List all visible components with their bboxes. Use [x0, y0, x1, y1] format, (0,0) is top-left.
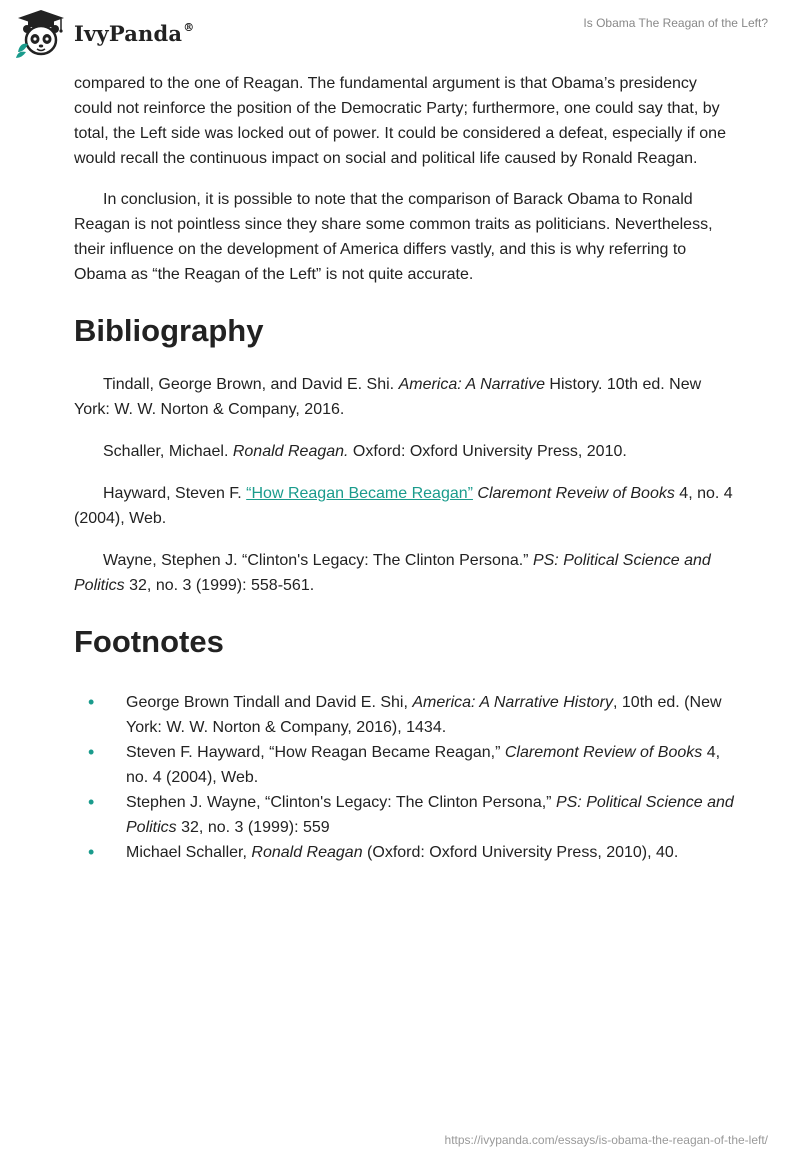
bullet-icon: •: [88, 692, 95, 712]
body-paragraph-1: compared to the one of Reagan. The fundamental argument is that Obama’s presidency could not reinforce the position of the Democratic Party; furthermore, one could say that, by total, the Left side was locked out of power. It could be considered a defeat, especially if one would recall the continuous impact on social and political life caused by Ronald Reagan.: [74, 75, 726, 167]
footnotes-list: [74, 690, 734, 865]
footnote-item: • Michael Schaller, Ronald Reagan (Oxford: Oxford University Press, 2010), 40.: [74, 840, 734, 865]
bibliography-entry: Tindall, George Brown, and David E. Shi. America: A Narrative History. 10th ed. New York: W. W. Norton & Company, 2016.: [74, 376, 702, 418]
bullet-icon: •: [88, 742, 95, 762]
footnote-item: • Steven F. Hayward, “How Reagan Became Reagan,” Claremont Review of Books 4, no. 4 (2004), Web.: [88, 742, 721, 786]
bibliography-entry: Hayward, Steven F. “How Reagan Became Reagan” Claremont Reveiw of Books 4, no. 4 (2004), Web.: [74, 485, 733, 527]
bullet-icon: •: [88, 792, 95, 812]
logo-wordmark: IvyPanda®: [74, 20, 195, 46]
bibliography-entry: Schaller, Michael. Ronald Reagan. Oxford: Oxford University Press, 2010.: [103, 443, 627, 460]
panda-graduate-icon: [14, 8, 68, 58]
bibliography-heading: Bibliography: [74, 313, 264, 348]
bibliography-entry: Wayne, Stephen J. “Clinton's Legacy: The Clinton Persona.” PS: Political Science and Politics 32, no. 3 (1999): 558-561.: [74, 552, 711, 594]
page-url: https://ivypanda.com/essays/is-obama-the-reagan-of-the-left/: [444, 1133, 768, 1147]
body-paragraph-conclusion: In conclusion, it is possible to note that the comparison of Barack Obama to Ronald Reagan is not pointless since they share some common traits as politicians. Nevertheless, their influence on the development of America differs vastly, and this is why referring to Obama as “the Reagan of the Left” is not quite accurate.: [74, 191, 713, 283]
essay-content: [74, 71, 734, 865]
document-title: Is Obama The Reagan of the Left?: [583, 16, 768, 30]
ivypanda-logo[interactable]: [14, 8, 194, 58]
footnote-item: • Stephen J. Wayne, “Clinton's Legacy: The Clinton Persona,” PS: Political Science and Politics 32, no. 3 (1999): 559: [88, 792, 734, 836]
reference-link[interactable]: “How Reagan Became Reagan”: [246, 485, 473, 502]
bullet-icon: •: [88, 842, 95, 862]
footnotes-heading: Footnotes: [74, 624, 224, 659]
page-header: [0, 0, 800, 66]
footnote-item: • George Brown Tindall and David E. Shi, America: A Narrative History, 10th ed. (New York: W. W. Norton & Company, 2016), 1434.: [88, 692, 722, 736]
